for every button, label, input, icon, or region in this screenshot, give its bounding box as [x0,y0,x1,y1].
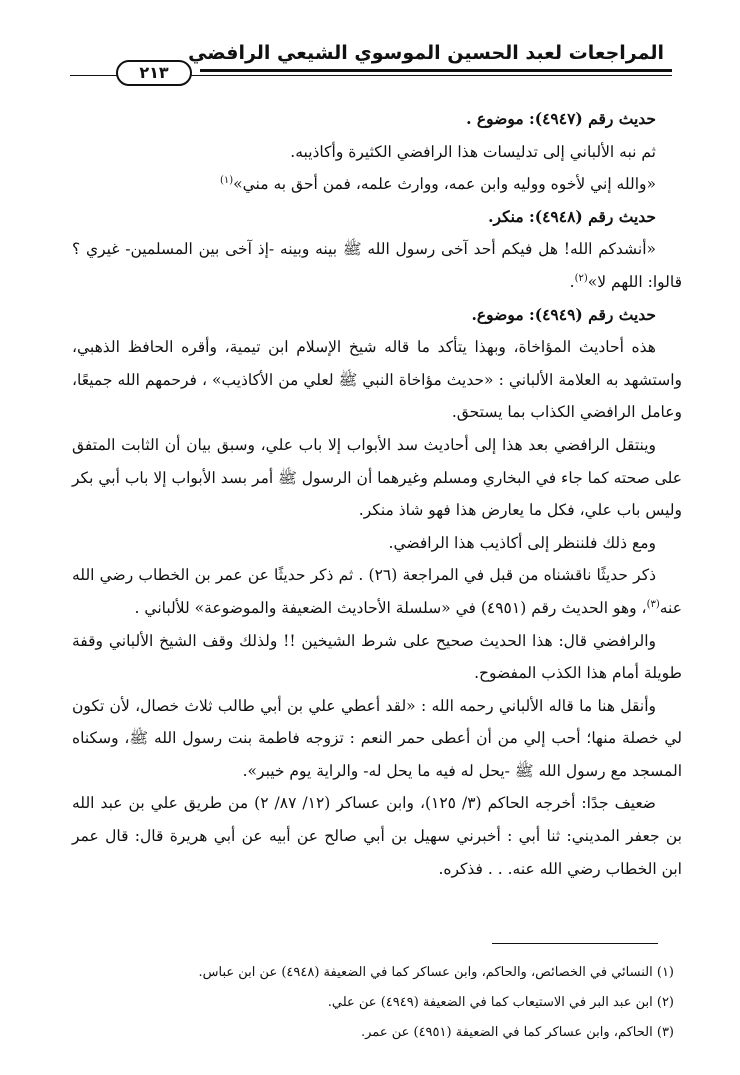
paragraph: ضعيف جدًا: أخرجه الحاكم (٣/ ١٢٥)، وابن عساكر (١٢/ ٨٧/ ٢) من طريق علي بن عبد الله بن جعفر المديني: ثنا أبي : أخبرني سهيل بن أبي صالح عن أبيه عن أبي هريرة قال: قال عمر ابن الخطاب رضي الله عنه. . . فذكره. [72,794,682,878]
footnote-marker: (٢) [574,272,588,284]
footnote: (٣) الحاكم، وابن عساكر كما في الضعيفة (٤٩٥١) عن عمر. [361,1025,674,1040]
page-number: ٢١٣ [116,60,192,86]
footnote-separator [492,943,658,944]
hadith-quote: «أنشدكم الله! هل فيكم أحد آخى رسول الله ﷺ بينه وبينه -إذ آخى بين المسلمين- غيري ؟ قالوا: اللهم لا»$^{(٢)}$. [72,240,682,291]
footnote-marker: (١) [219,175,234,187]
paragraph-text: ، وهو الحديث رقم (٤٩٥١) في «سلسلة الأحاديث الضعيفة والموضوعة» للألباني . [134,598,647,617]
hadith-text: «والله إني لأخوه ووليه وابن عمه، ووارث علمه، فمن أحق به مني» [233,175,656,194]
body-text [72,103,682,885]
footnote: (٢) ابن عبد البر في الاستيعاب كما في الضعيفة (٤٩٤٩) عن علي. [327,995,674,1010]
footnote: (١) النسائي في الخصائص، والحاكم، وابن عساكر كما في الضعيفة (٤٩٤٨) عن ابن عباس. [198,965,674,980]
footnote-marker: (٣) [646,598,660,610]
footnotes [72,958,682,1048]
paragraph: وينتقل الرافضي بعد هذا إلى أحاديث سد الأبواب إلا باب علي، وسبق بيان أن الثابت المتفق على صحته كما جاء في البخاري ومسلم وغيرهما أن الرسول ﷺ أمر بسد الأبواب إلا باب أبي بكر وليس باب علي، فكل ما يعارض هذا فهو شاذ منكر. [72,435,682,520]
paragraph: ومع ذلك فلننظر إلى أكاذيب هذا الرافضي. [388,533,656,552]
paragraph: هذه أحاديث المؤاخاة، وبهذا يتأكد ما قاله شيخ الإسلام ابن تيمية، وأقره الحافظ الذهبي، واستشهد به العلامة الألباني : «حديث مؤاخاة النبي ﷺ لعلي من الأكاذيب» ، فرحمهم الله جميعًا، وعامل الرافضي الكذاب بما يستحق. [72,338,682,422]
paragraph: وأنقل هنا ما قاله الألباني رحمه الله : «لقد أعطي علي بن أبي طالب ثلاث خصال، لأن تكون لي خصلة منها؛ أحب إلي من أن أعطى حمر النعم : تزوجه فاطمة بنت رسول الله ﷺ، وسكناه المسجد مع رسول الله ﷺ -يحل له فيه ما يحل له- والراية يوم خيبر». [72,696,682,780]
header-rule [200,69,672,72]
hadith-number-line: حديث رقم (٤٩٤٧): موضوع . [466,109,656,128]
paragraph: والرافضي قال: هذا الحديث صحيح على شرط الشيخين !! ولذلك وقف الشيخ الألباني وقفة طويلة أمام هذا الكذب المفضوح. [72,631,682,683]
hadith-number-line: حديث رقم (٤٩٤٨): منكر. [488,206,656,226]
hadith-text: «أنشدكم الله! هل فيكم أحد آخى رسول الله ﷺ بينه وبينه -إذ آخى بين المسلمين- غيري ؟ قالوا: اللهم لا» [72,240,682,291]
hadith-number-line: حديث رقم (٤٩٤٩): موضوع. [471,304,656,324]
paragraph-text: ذكر حديثًا ناقشناه من قبل في المراجعة (٢٦) . ثم ذكر حديثًا عن عمر بن الخطاب رضي الله عنه [72,566,682,617]
paragraph [72,559,682,624]
paragraph: ثم نبه الألباني إلى تدليسات هذا الرافضي الكثيرة وأكاذيبه. [290,142,656,161]
running-header-title: المراجعات لعبد الحسين الموسوي الشيعي الرافضي [188,42,664,64]
hadith-quote [72,168,682,201]
